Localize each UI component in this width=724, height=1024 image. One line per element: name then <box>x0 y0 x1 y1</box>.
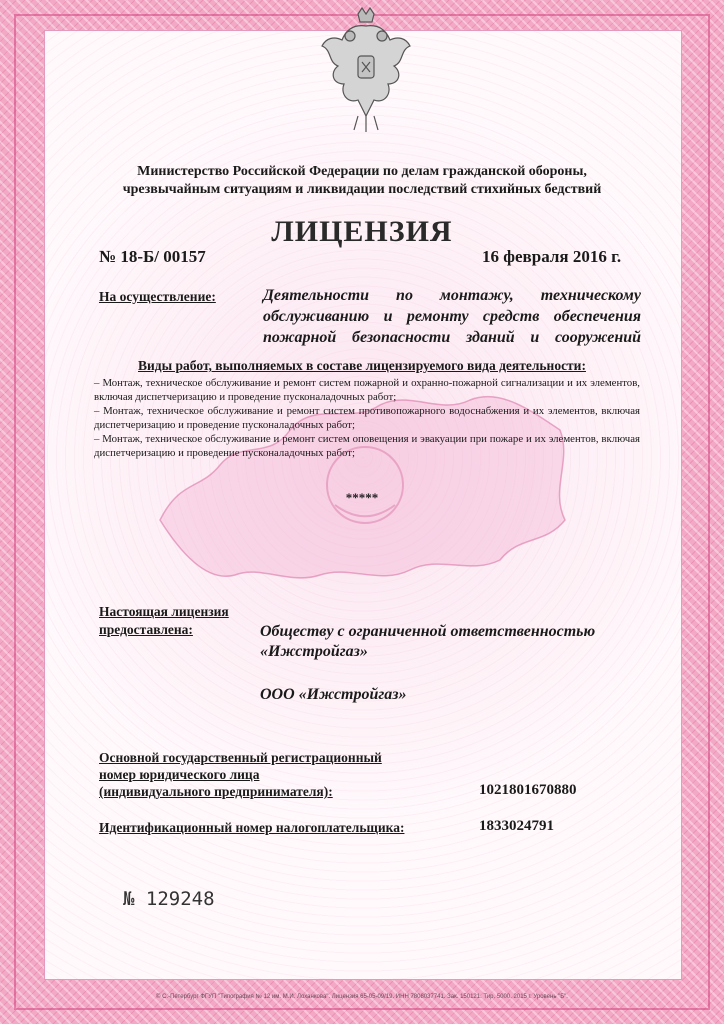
granted-label-line-1: Настоящая лицензия <box>99 604 229 619</box>
licensee-name-line-1: Обществу с ограниченной ответственностью <box>260 623 596 640</box>
activity-line-3: пожарной безопасности зданий и сооружений <box>263 329 641 346</box>
ogrn-label-line-2: номер юридического лица <box>99 767 260 782</box>
ministry-line-1: Министерство Российской Федерации по делам гражданской обороны, <box>137 164 587 179</box>
granted-label-line-2: предоставлена: <box>99 622 193 637</box>
ogrn-value: 1021801670880 <box>479 782 577 798</box>
license-number: № 18-Б/ 00157 <box>99 247 206 266</box>
list-item: – Монтаж, техническое обслуживание и ремонт систем пожарной и охранно-пожарной сигнализации и их элементов, включая диспетчеризацию и проведение пусконаладочных работ; <box>94 377 640 403</box>
double-headed-eagle-emblem-icon <box>318 6 414 136</box>
license-date: 16 февраля 2016 г. <box>482 247 622 266</box>
work-kinds-list <box>94 376 640 460</box>
list-item: – Монтаж, техническое обслуживание и ремонт систем противопожарного водоснабжения и их элементов, включая диспетчеризацию и проведение пусконаладочных работ; <box>94 405 640 431</box>
licensee-name-line-2: «Ижстройгаз» <box>260 643 368 660</box>
ogrn-label-line-3: (индивидуального предпринимателя): <box>99 784 333 799</box>
ogrn-label-line-1: Основной государственный регистрационный <box>99 750 382 765</box>
licensee-short-name: ООО «Ижстройгаз» <box>260 686 407 703</box>
activity-label: На осуществление: <box>99 289 216 304</box>
activity-line-2: обслуживанию и ремонту средств обеспечения <box>263 308 641 325</box>
inn-value: 1833024791 <box>479 818 554 834</box>
page-title: ЛИЦЕНЗИЯ <box>271 215 453 248</box>
serial-number: № 129248 <box>123 888 215 910</box>
work-kinds-heading: Виды работ, выполняемых в составе лицензируемого вида деятельности: <box>138 358 586 373</box>
ministry-line-2: чрезвычайным ситуациям и ликвидации последствий стихийных бедствий <box>122 182 602 197</box>
list-item: – Монтаж, техническое обслуживание и ремонт систем оповещения и эвакуации при пожаре и их элементов, включая диспетчеризацию и проведение пусконаладочных работ; <box>94 433 640 459</box>
activity-line-1: Деятельности по монтажу, техническому <box>263 287 641 304</box>
printer-footer: © С.-Петербург ФГУП "Типография № 12 им. М.И. Лоханкова". Лицензия 65-05-09/19. ИНН 7808037741. Зак. 150121. Тир. 5000. 2015 г. Уровень "Б". <box>156 994 568 1000</box>
stars-separator: ***** <box>345 490 379 505</box>
inn-label: Идентификационный номер налогоплательщика: <box>99 820 405 835</box>
